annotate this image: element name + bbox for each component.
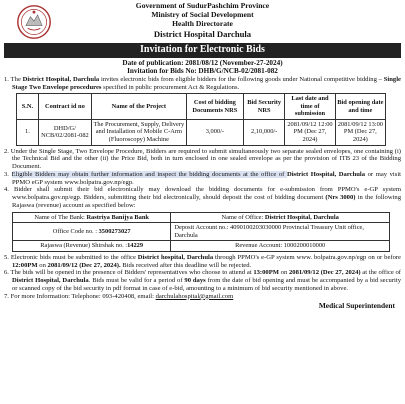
para-number: 5. <box>4 253 9 261</box>
cell-security: 2,10,000/- <box>244 119 285 145</box>
column-header: Bid Security NRS <box>244 94 285 120</box>
table-header-row <box>17 94 386 120</box>
cell-doc-cost: 3,000/- <box>186 119 243 145</box>
header <box>4 2 401 42</box>
text: Electronic bids must be submitted to the office <box>10 253 138 261</box>
ministry-name: Ministry of Social Development <box>151 9 254 19</box>
text-bold: 90 days <box>184 277 206 285</box>
text: from the date of bid opening and must be accompanied by a bid security or scanned copy of the bid security in pdf format in case of e-bid, amounting to a minimum of bid security mentioned in above. <box>12 277 401 292</box>
para-number: 4. <box>4 186 9 194</box>
table-row <box>13 223 390 241</box>
text-bold: Single Stage Two Envelope procedures <box>12 75 401 91</box>
text: specified in public procurement Act & Regulations. <box>101 83 240 91</box>
bank-table <box>12 212 390 252</box>
government-name: Government of SudurPashchim Province <box>135 1 270 10</box>
paragraph-5 <box>4 254 401 270</box>
text-bold: District Hospital, Darchula <box>12 277 89 285</box>
table-row <box>17 119 386 145</box>
value: District Hospital, Darchula <box>264 213 339 221</box>
text-bold: District hospital, Darchula <box>137 253 214 261</box>
signature: Medical Superintendent <box>318 301 395 311</box>
para-number: 1. <box>4 75 9 83</box>
cell-contract-id: DHD/G/ NCB/02/2081-082 <box>38 119 91 145</box>
label: Name of The Bank: <box>34 213 87 221</box>
text-bold: 12:00PM <box>12 261 38 269</box>
text: Bidder shall submit their bid electronically may download the bidding documents for e-submission from PPMO's e-GP system www.bolpatra.gov.np/egp. Bidders, submitting their bid electronically, should deposit the cost of bidding document <box>12 186 401 202</box>
paragraph-1 <box>4 76 401 92</box>
office-cell <box>171 212 390 223</box>
column-header: S.N. <box>17 94 39 120</box>
email-link[interactable]: darchulahospital@gmail.com <box>155 292 234 300</box>
paragraph-6 <box>4 269 401 292</box>
office-code-cell <box>13 223 171 241</box>
label: Rajaswa (Revenue) Shirshak no. : <box>40 242 128 250</box>
text-bold: 13:00PM <box>253 269 279 277</box>
para-number: 2. <box>4 147 9 155</box>
value: 1000200010000 <box>283 242 326 250</box>
para-number: 7. <box>4 292 9 300</box>
text: invites electronic bids from eligible bidders for the following goods under National competitive bidding – <box>99 75 384 83</box>
text-bold: (Nrs 3000) <box>325 194 356 202</box>
publication-date: Date of publication: 2081/08/12 (November-27-2024) <box>122 58 283 67</box>
directorate-name: Health Directorate <box>172 18 233 28</box>
paragraph-4 <box>4 186 401 209</box>
text: The <box>10 75 23 83</box>
text-bold: District Hospital, Darchula <box>286 170 366 178</box>
text-bold: 2081/09/12 (Dec 27, 2024) <box>288 269 361 277</box>
para-number: 3. <box>4 170 9 178</box>
text: . Bids must be valid for a period of <box>88 277 185 285</box>
paragraph-7 <box>4 293 401 301</box>
column-header: Last date and time of submission <box>285 94 335 120</box>
text-bold: 2081/09/12 (Dec 27, 2024). <box>47 261 121 269</box>
notice-title: Invitation for Electronic Bids <box>4 43 401 58</box>
table-row <box>13 212 390 223</box>
shirshak-cell <box>13 241 171 252</box>
table-row <box>13 241 390 252</box>
value: 14229 <box>127 242 144 250</box>
value: 3500273027 <box>98 228 131 236</box>
column-header: Name of the Project <box>92 94 187 120</box>
text: in the following Rajaswa (revenue) account as specified below: <box>12 194 402 209</box>
text: Eligible Bidders may obtain further information and inspect the bidding documents at the office of <box>11 170 287 178</box>
hospital-name: District Hospital Darchula <box>153 28 252 39</box>
deposit-cell <box>171 223 390 241</box>
value: Rastriya Banijya Bank <box>86 213 149 221</box>
paragraph-2 <box>4 148 401 171</box>
column-header: Bid opening date and time <box>335 94 385 120</box>
text: on <box>37 261 48 269</box>
cell-project: The Procurement, Supply, Delivery and Installation of Mobile C-Arm (Fluoroscopy) Machine <box>92 119 187 145</box>
bid-table <box>16 93 386 145</box>
column-header: Contract id no <box>38 94 91 120</box>
text: Bids received after this deadline will be rejected. <box>120 261 252 269</box>
bank-cell <box>13 212 171 223</box>
label: Revenue Account: <box>235 242 284 250</box>
label: Office Code no. : <box>52 228 99 236</box>
revenue-cell <box>171 241 390 252</box>
cell-submission: 2081/09/12 12:00 PM (Dec 27, 2024) <box>285 119 335 145</box>
invitation-number: Invitation for Bids No: DHB/G/NCB-02/2081-082 <box>127 67 278 76</box>
para-number: 6. <box>4 269 9 277</box>
value: 4090100203030000 Provincial Treasury Unit office, Darchula <box>174 224 364 239</box>
text: Under the Single Stage, Two Envelope Procedure, Bidders are required to submit simultaneously two separate sealed envelopes, one containing (i) the Technical Bid and the other (ii) the Price Bid, both in turn enclosed in one sealed envelope as per the provision of ITB 23 of the Bidding Document. <box>10 147 401 171</box>
text-bold: District Hospital, Darchula <box>22 75 100 83</box>
label: Name of Office: <box>221 213 265 221</box>
nepal-emblem-icon <box>16 4 52 40</box>
text: For more Information: Telephone: 093-420408, email: <box>10 292 156 300</box>
label: Deposit Account no.: <box>174 224 231 232</box>
cell-sn: 1. <box>17 119 39 145</box>
text: or may visit PPMO eGP system www.bolpatra.gov.np/egp. <box>12 170 401 186</box>
text: on <box>278 269 289 277</box>
cell-opening: 2081/09/12 13:00 PM (Dec 27, 2024) <box>335 119 385 145</box>
column-header: Cost of bidding Documents NRS <box>186 94 243 120</box>
text: The bids will be opened in the presence of Bidders' representatives who choose to attend at <box>10 269 254 277</box>
text: at the office of <box>360 269 401 277</box>
text: through PPMO's e-GP system www. bolpatra.gov.np/egp on or before <box>213 253 401 261</box>
paragraph-3 <box>4 171 401 187</box>
